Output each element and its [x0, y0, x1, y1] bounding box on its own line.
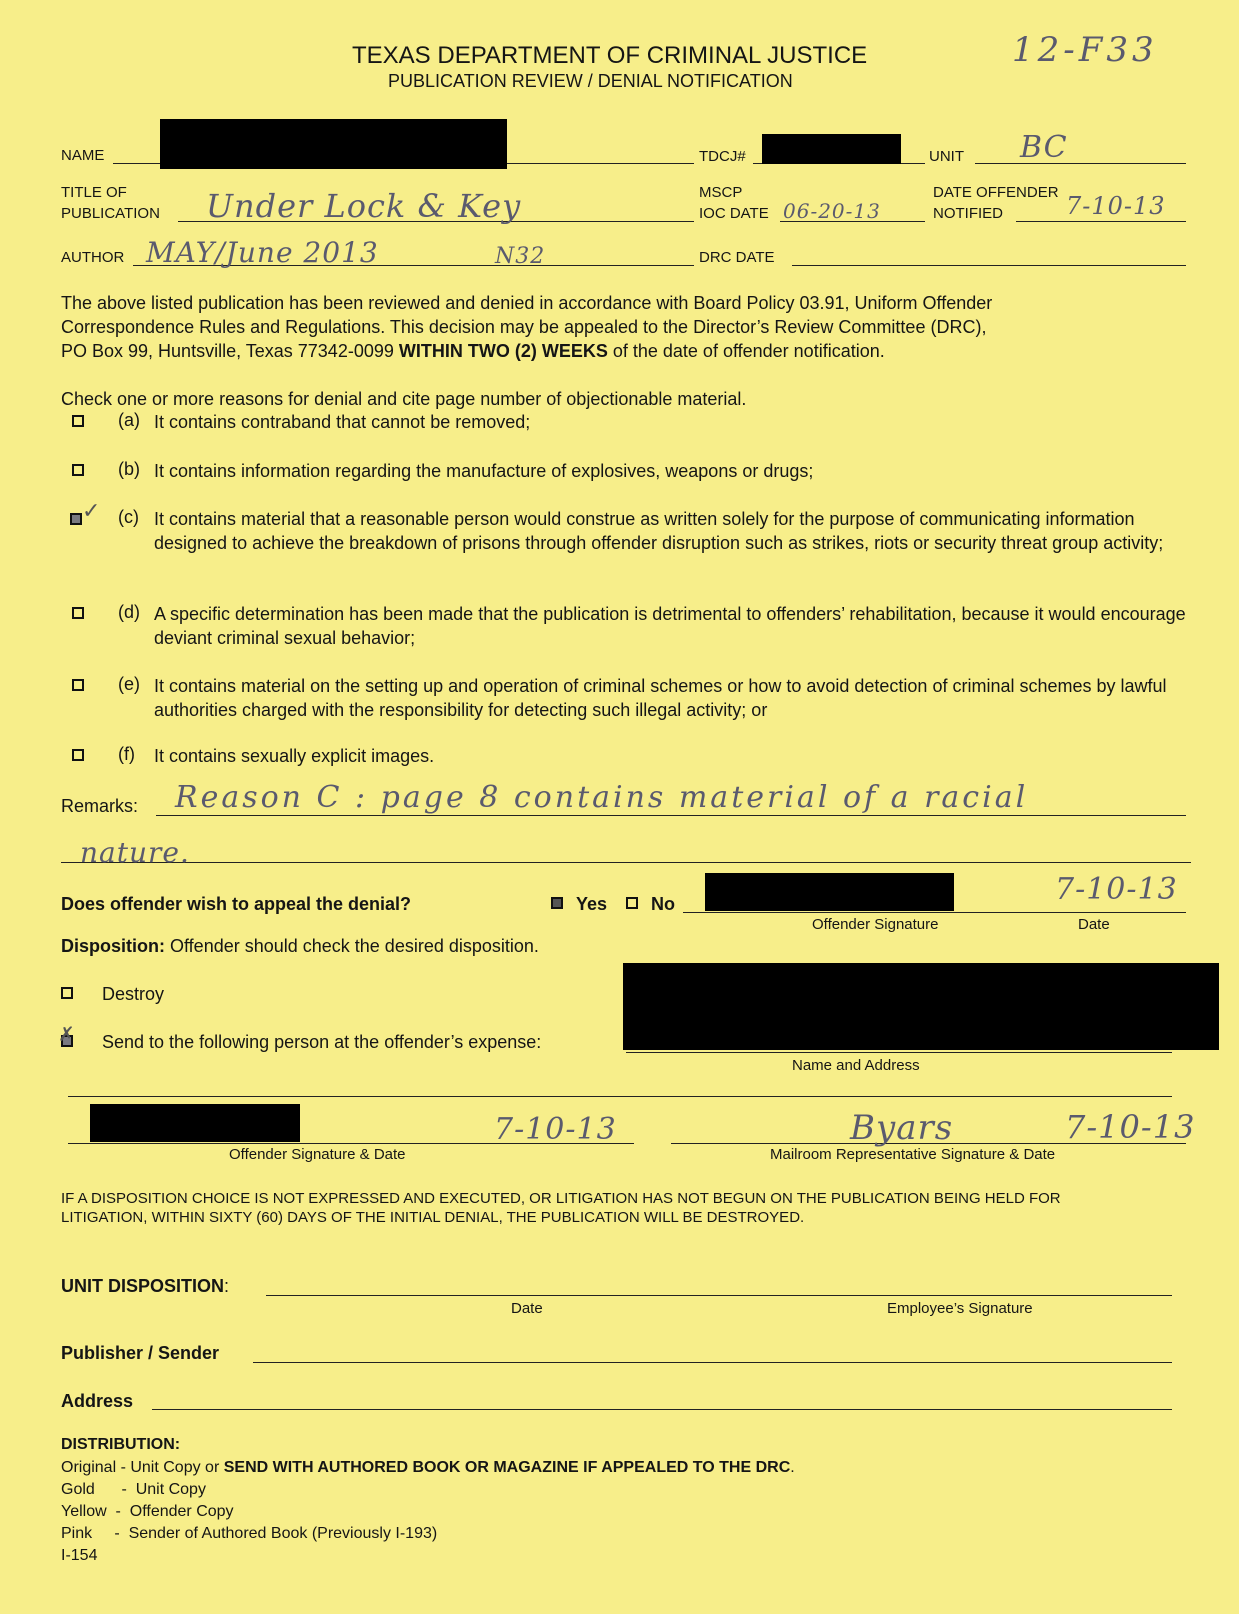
unit-disposition-colon: : — [224, 1276, 230, 1296]
reason-c-checkbox[interactable] — [70, 513, 82, 525]
author-value: MAY/June 2013 — [146, 236, 379, 269]
distribution-title: DISTRIBUTION: — [61, 1436, 181, 1453]
notified-value: 7-10-13 — [1066, 192, 1166, 220]
reason-d-text: A specific determination has been made that the publication is detrimental to offenders’ rehabilitation, because it would encourage deviant criminal sexual behavior; — [154, 604, 1186, 648]
form-title: TEXAS DEPARTMENT OF CRIMINAL JUSTICE — [352, 42, 868, 69]
remarks-text-1: Reason C : page 8 contains material of a racial — [175, 780, 1029, 815]
remarks-line-1[interactable] — [156, 815, 1186, 816]
intro-line-3-b: of the date of offender notification. — [607, 341, 885, 361]
mailroom-sig-date-caption: Mailroom Representative Signature & Date — [770, 1146, 1056, 1163]
reason-a-checkbox[interactable] — [72, 415, 84, 427]
tdcj-label: TDCJ# — [699, 148, 746, 165]
reason-e-letter: (e) — [118, 674, 140, 694]
send-check-mark: ✗ — [58, 1024, 75, 1046]
distribution-original-bold: SEND WITH AUTHORED BOOK OR MAGAZINE IF APPEALED TO THE DRC — [223, 1459, 791, 1476]
publisher-line[interactable] — [253, 1362, 1172, 1363]
reason-e-checkbox[interactable] — [72, 679, 84, 691]
name-redaction — [160, 119, 507, 169]
name-label: NAME — [61, 147, 105, 164]
publisher-label: Publisher / Sender — [61, 1343, 220, 1363]
reason-e-text: It contains material on the setting up and operation of criminal schemes or how to avoid detection of criminal schemes by lawful authorities charged with the responsibility for detecting such illegal activity; or — [154, 676, 1167, 720]
reason-d-checkbox[interactable] — [72, 607, 84, 619]
notified-label: NOTIFIED — [933, 205, 1003, 222]
distribution-gold: Gold - Unit Copy — [61, 1481, 206, 1498]
name-address-line-2[interactable] — [68, 1096, 1172, 1097]
offender-sig-date-redaction — [90, 1104, 300, 1142]
name-address-line[interactable] — [626, 1052, 1172, 1053]
reason-a-text: It contains contraband that cannot be removed; — [154, 412, 531, 432]
address-label: Address — [61, 1391, 134, 1411]
author-extra: N32 — [495, 244, 546, 269]
send-label: Send to the following person at the offender’s expense: — [102, 1032, 542, 1052]
reason-b-letter: (b) — [118, 459, 140, 479]
form-subtitle: PUBLICATION REVIEW / DENIAL NOTIFICATION — [388, 71, 793, 91]
name-address-caption: Name and Address — [792, 1057, 920, 1074]
reason-c-text: It contains material that a reasonable person would construe as written solely for the purpose of communicating information designed to achieve the breakdown of prisons through offender disruption such as strikes, riots or security threat group activity; — [154, 509, 1164, 553]
appeal-yes-checkbox[interactable] — [551, 897, 563, 909]
warning-line-2: LITIGATION, WITHIN SIXTY (60) DAYS OF THE INITIAL DENIAL, THE PUBLICATION WILL BE DESTROYED. — [61, 1209, 805, 1226]
unit-disposition-date-caption: Date — [511, 1300, 543, 1317]
handwritten-form-number: 12-F33 — [1012, 30, 1158, 70]
reason-c-check-mark: ✓ — [82, 498, 101, 523]
disposition-label: Disposition: — [61, 936, 165, 956]
reason-f-letter: (f) — [118, 744, 135, 764]
drc-date-label: DRC DATE — [699, 249, 775, 266]
unit-disposition-line[interactable] — [266, 1295, 1172, 1296]
author-label: AUTHOR — [61, 249, 125, 266]
unit-disposition-employee-caption: Employee’s Signature — [887, 1300, 1033, 1317]
mscp-label: MSCP — [699, 184, 743, 201]
tdcj-redaction — [762, 134, 901, 164]
intro-line-1: The above listed publication has been reviewed and denied in accordance with Board Policy 03.91, Uniform Offender — [61, 293, 993, 313]
offender-signature-redaction — [705, 873, 954, 911]
title-label-2: PUBLICATION — [61, 205, 160, 222]
title-value: Under Lock & Key — [206, 187, 522, 225]
intro-deadline: WITHIN TWO (2) WEEKS — [398, 341, 608, 361]
unit-line[interactable] — [975, 163, 1186, 164]
offender-signature-line[interactable] — [683, 912, 1186, 913]
remarks-label: Remarks: — [61, 796, 139, 816]
appeal-no-checkbox[interactable] — [626, 897, 638, 909]
reason-b-checkbox[interactable] — [72, 464, 84, 476]
remarks-line-2[interactable] — [61, 862, 1191, 863]
distribution-original-a: Original - Unit Copy or — [61, 1459, 224, 1476]
unit-value: BC — [1020, 130, 1068, 165]
appeal-no-label: No — [651, 894, 675, 914]
distribution-yellow: Yellow - Offender Copy — [61, 1503, 234, 1520]
offender-signature-caption: Offender Signature — [812, 916, 939, 933]
unit-disposition-heading — [61, 1276, 229, 1297]
offender-sig-date-value: 7-10-13 — [494, 1112, 617, 1147]
notified-line[interactable] — [1016, 221, 1186, 222]
distribution-original — [61, 1459, 795, 1477]
ioc-date-label: IOC DATE — [699, 205, 769, 222]
disposition-heading — [61, 934, 539, 958]
ioc-date-value: 06-20-13 — [783, 199, 881, 223]
reason-f-checkbox[interactable] — [72, 749, 84, 761]
destroy-checkbox[interactable] — [61, 987, 73, 999]
warning-line-1: IF A DISPOSITION CHOICE IS NOT EXPRESSED AND EXECUTED, OR LITIGATION HAS NOT BEGUN ON THE PUBLICATION BEING HELD FOR — [61, 1190, 1061, 1207]
form-id: I-154 — [61, 1547, 98, 1564]
address-line[interactable] — [152, 1409, 1172, 1410]
destroy-label: Destroy — [102, 984, 165, 1004]
appeal-date-value: 7-10-13 — [1055, 872, 1178, 907]
drc-date-line[interactable] — [792, 265, 1186, 266]
reason-b-text: It contains information regarding the manufacture of explosives, weapons or drugs; — [154, 461, 814, 481]
appeal-yes-label: Yes — [576, 894, 608, 914]
intro-line-2: Correspondence Rules and Regulations. This decision may be appealed to the Director’s Review Committee (DRC), — [61, 317, 987, 337]
unit-label: UNIT — [929, 148, 964, 165]
distribution-original-end: . — [790, 1459, 795, 1476]
mailroom-date-value: 7-10-13 — [1065, 1108, 1196, 1146]
reason-a-letter: (a) — [118, 410, 140, 430]
reason-d-letter: (d) — [118, 602, 140, 622]
unit-disposition-label: UNIT DISPOSITION — [61, 1276, 225, 1296]
intro-line-3 — [61, 339, 885, 363]
appeal-question: Does offender wish to appeal the denial? — [61, 894, 412, 914]
intro-line-3-a: PO Box 99, Huntsville, Texas 77342-0099 — [61, 341, 399, 361]
disposition-instruction: Offender should check the desired disposition. — [165, 936, 539, 956]
remarks-text-2: nature. — [80, 836, 190, 869]
mailroom-signature: Byars — [850, 1108, 954, 1148]
title-label-1: TITLE OF — [61, 184, 127, 201]
name-address-redaction — [623, 963, 1219, 1050]
reason-f-text: It contains sexually explicit images. — [154, 746, 435, 766]
offender-sig-date-caption: Offender Signature & Date — [229, 1146, 406, 1163]
reason-c-letter: (c) — [118, 507, 139, 527]
date-offender-label: DATE OFFENDER — [933, 184, 1059, 201]
reasons-intro: Check one or more reasons for denial and cite page number of objectionable material. — [61, 389, 747, 409]
appeal-date-caption: Date — [1078, 916, 1110, 933]
distribution-pink: Pink - Sender of Authored Book (Previously I-193) — [61, 1525, 438, 1542]
